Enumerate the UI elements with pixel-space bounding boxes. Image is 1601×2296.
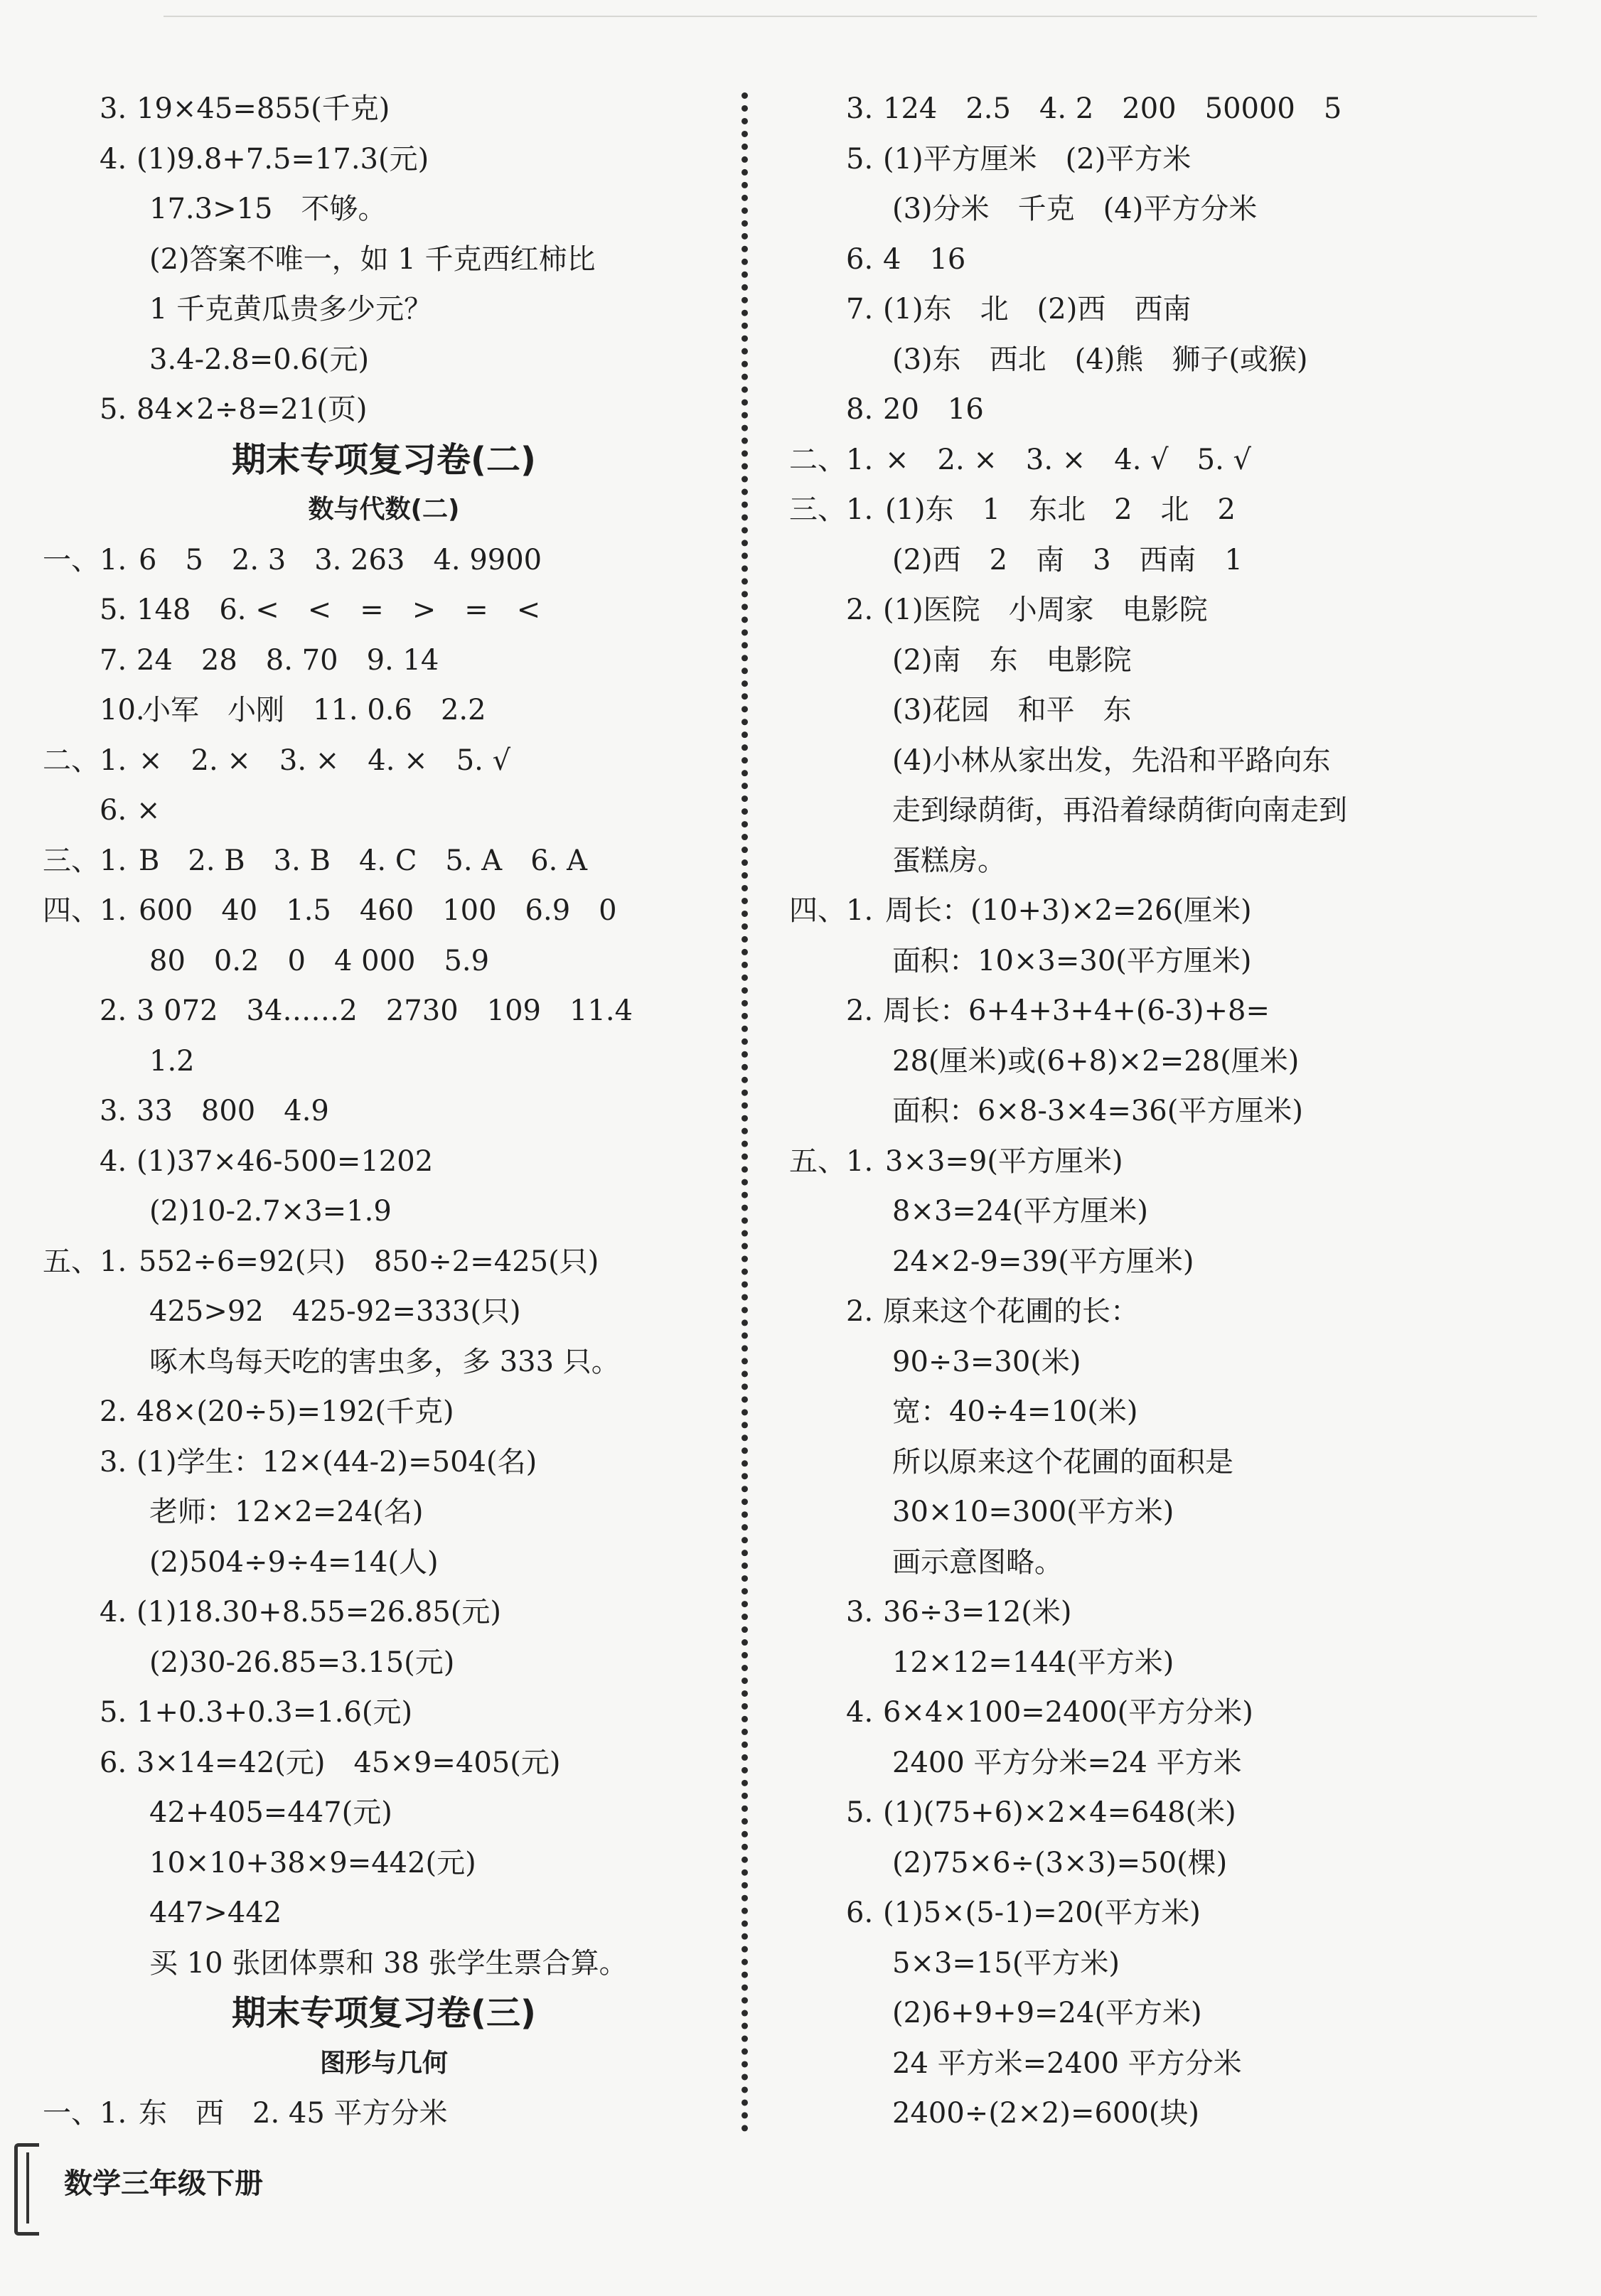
section-heading: 期末专项复习卷(二) <box>232 439 536 480</box>
answer-text: (1)5×(5-1)=20(平方米) <box>883 1897 1201 1929</box>
answer-line <box>43 335 725 385</box>
answer-text: 425>92 425-92=333(只) <box>149 1295 521 1328</box>
answer-line <box>789 1888 1564 1938</box>
answer-line <box>789 1738 1564 1788</box>
answer-text: (1)医院 小周家 电影院 <box>883 594 1208 626</box>
answer-line <box>43 1688 725 1738</box>
answer-line <box>789 986 1564 1036</box>
answer-line <box>43 184 725 235</box>
answer-line <box>789 1387 1564 1437</box>
answer-text: 6 5 2. 3 3. 263 4. 9900 <box>139 543 542 576</box>
answer-line <box>789 585 1564 635</box>
answer-text: 买 10 张团体票和 38 张学生票合算。 <box>149 1946 628 1980</box>
item-number: 二、1. <box>43 744 127 777</box>
answer-text: (1)平方厘米 (2)平方米 <box>883 142 1192 176</box>
answer-text: 552÷6=92(只) 850÷2=425(只) <box>139 1245 599 1278</box>
answer-line <box>789 485 1564 535</box>
answer-text: (4)小林从家出发，先沿和平路向东 <box>892 744 1331 777</box>
answer-line <box>43 836 725 886</box>
answer-line <box>43 2088 725 2139</box>
answer-text: 3×14=42(元) 45×9=405(元) <box>136 1746 561 1779</box>
item-number: 三、1. <box>43 844 127 877</box>
answer-text: 画示意图略。 <box>892 1545 1063 1579</box>
item-number: 4. <box>100 1144 127 1178</box>
section-subheading: 数与代数(二) <box>308 495 460 524</box>
answer-line <box>43 986 725 1036</box>
item-number: 2. <box>100 994 127 1027</box>
item-number: 2. <box>846 994 874 1027</box>
answer-line <box>789 1237 1564 1287</box>
answer-text: 面积：10×3=30(平方厘米) <box>892 944 1252 977</box>
item-number: 5. <box>100 594 127 626</box>
answer-line <box>43 1237 725 1287</box>
answer-line <box>43 1387 725 1437</box>
footer-book-title: 数学三年级下册 <box>64 2167 263 2200</box>
item-number: 2. <box>846 594 874 626</box>
answer-line <box>789 1838 1564 1889</box>
answer-line <box>789 1086 1564 1137</box>
answer-line <box>43 1938 725 1989</box>
answer-line <box>789 1487 1564 1538</box>
answer-text: × 2. × 3. × 4. √ 5. √ <box>885 443 1252 476</box>
answer-text: (2)30-26.85=3.15(元) <box>149 1646 455 1679</box>
answer-line <box>43 1838 725 1889</box>
answer-line <box>43 1538 725 1588</box>
answer-text: 2400 平方分米=24 平方米 <box>892 1746 1242 1779</box>
answer-line <box>43 585 725 635</box>
answer-line <box>43 1487 725 1538</box>
answer-text: (1)9.8+7.5=17.3(元) <box>136 142 429 176</box>
answer-text: (2)10-2.7×3=1.9 <box>149 1195 392 1228</box>
answer-line <box>789 1137 1564 1187</box>
answer-line <box>789 1788 1564 1838</box>
answer-text: B 2. B 3. B 4. C 5. A 6. A <box>139 844 587 877</box>
section-subheading: 图形与几何 <box>319 2048 448 2078</box>
answer-text: (2)75×6÷(3×3)=50(棵) <box>892 1846 1228 1879</box>
answer-text: 20 16 <box>883 393 984 426</box>
answer-text: 1.2 <box>149 1044 195 1078</box>
answer-text: 10×10+38×9=442(元) <box>149 1846 476 1879</box>
answer-text: 36÷3=12(米) <box>883 1596 1072 1629</box>
answer-line <box>43 1437 725 1488</box>
answer-line <box>789 284 1564 335</box>
answer-text: 447>442 <box>149 1897 282 1929</box>
item-number: 3. <box>846 1596 874 1629</box>
answer-text: (1)东 北 (2)西 西南 <box>883 293 1192 326</box>
answer-line <box>43 1738 725 1788</box>
answer-text: 12×12=144(平方米) <box>892 1646 1174 1679</box>
answer-text: 19×45=855(千克) <box>136 92 390 125</box>
answer-text: 48×(20÷5)=192(千克) <box>136 1395 454 1428</box>
section-heading: 期末专项复习卷(三) <box>232 1993 536 2033</box>
answer-text: (2)南 东 电影院 <box>892 643 1132 677</box>
answer-text: 17.3>15 不够。 <box>149 193 387 225</box>
answer-text: 4 16 <box>883 242 966 276</box>
answer-text: 啄木鸟每天吃的害虫多，多 333 只。 <box>149 1345 620 1378</box>
item-number: 3. <box>100 92 127 125</box>
item-number: 7. <box>846 293 874 326</box>
item-number: 4. <box>100 1596 127 1629</box>
item-number: 5. <box>846 1796 874 1829</box>
page-top-rule <box>164 16 1537 17</box>
item-number: 7. <box>100 643 127 677</box>
answer-line <box>43 1587 725 1638</box>
item-number: 二、1. <box>789 443 874 476</box>
answer-line <box>43 1287 725 1337</box>
answer-line <box>43 685 725 736</box>
answer-text: 80 0.2 0 4 000 5.9 <box>149 944 490 977</box>
answer-line <box>43 1888 725 1938</box>
item-number: 6. <box>100 1746 127 1779</box>
answer-line <box>43 84 725 134</box>
answer-line <box>43 736 725 786</box>
answer-text: 小军 小刚 11. 0.6 2.2 <box>142 694 486 726</box>
answer-text: 宽：40÷4=10(米) <box>892 1395 1138 1428</box>
item-number: 五、1. <box>43 1245 127 1278</box>
item-number: 5. <box>100 393 127 426</box>
answer-text: (1)学生：12×(44-2)=504(名) <box>136 1445 537 1479</box>
answer-line <box>789 836 1564 886</box>
answer-text: (3)花园 和平 东 <box>892 694 1132 726</box>
answer-text: 5×3=15(平方米) <box>892 1946 1120 1980</box>
answer-text: 24 28 8. 70 9. 14 <box>136 643 439 677</box>
answer-line <box>789 134 1564 185</box>
item-number: 4. <box>846 1696 874 1729</box>
answer-line <box>789 635 1564 686</box>
answer-text: (2)西 2 南 3 西南 1 <box>892 543 1243 576</box>
answer-text: 30×10=300(平方米) <box>892 1496 1174 1528</box>
column-divider <box>741 92 748 2133</box>
answer-line <box>789 1437 1564 1488</box>
answer-line <box>789 685 1564 736</box>
answer-text: 3 072 34……2 2730 109 11.4 <box>136 994 633 1027</box>
answer-line <box>789 2039 1564 2089</box>
item-number: 三、1. <box>789 493 874 526</box>
answer-text: 周长：(10+3)×2=26(厘米) <box>885 894 1252 927</box>
answer-line <box>789 335 1564 385</box>
answer-text: 24×2-9=39(平方厘米) <box>892 1245 1194 1278</box>
answer-text: 84×2÷8=21(页) <box>136 393 368 426</box>
answer-text: 28(厘米)或(6+8)×2=28(厘米) <box>892 1044 1300 1078</box>
item-number: 一、1. <box>43 543 127 576</box>
answer-text: (1)18.30+8.55=26.85(元) <box>136 1596 501 1629</box>
answer-line <box>43 1137 725 1187</box>
answer-line <box>789 1287 1564 1337</box>
item-number: 一、1. <box>43 2097 127 2130</box>
answer-line <box>789 1688 1564 1738</box>
answer-line <box>43 785 725 836</box>
item-number: 8. <box>846 393 874 426</box>
item-number: 2. <box>100 1395 127 1428</box>
item-number: 五、1. <box>789 1144 874 1178</box>
answer-text: 90÷3=30(米) <box>892 1345 1081 1378</box>
answer-line <box>789 184 1564 235</box>
answer-line <box>43 635 725 686</box>
item-number: 2. <box>846 1295 874 1328</box>
answer-line <box>43 235 725 285</box>
answer-text: (1)(75+6)×2×4=648(米) <box>883 1796 1236 1829</box>
item-number: 6. <box>100 794 127 827</box>
answer-line <box>789 1938 1564 1989</box>
answer-text: 原来这个花圃的长： <box>883 1295 1139 1328</box>
answer-text: 33 800 4.9 <box>136 1095 329 1127</box>
answer-line <box>789 385 1564 435</box>
answer-text: 3.4-2.8=0.6(元) <box>149 343 370 376</box>
answer-line <box>43 1086 725 1137</box>
answer-line <box>43 1036 725 1087</box>
item-number: 10. <box>100 694 145 726</box>
answer-text: (1)东 1 东北 2 北 2 <box>885 493 1236 526</box>
answer-line <box>43 134 725 185</box>
answer-text: 1+0.3+0.3=1.6(元) <box>136 1696 413 1729</box>
answer-text: 走到绿荫街，再沿着绿荫街向南走到 <box>892 794 1347 827</box>
item-number: 3. <box>100 1095 127 1127</box>
answer-text: 所以原来这个花圃的面积是 <box>892 1445 1233 1479</box>
answer-text: 1 千克黄瓜贵多少元？ <box>149 293 433 326</box>
answer-line <box>789 1337 1564 1388</box>
answer-text: (3)东 西北 (4)熊 狮子(或猴) <box>892 343 1308 376</box>
answer-text: 124 2.5 4. 2 200 50000 5 <box>883 92 1342 125</box>
answer-text: (2)504÷9÷4=14(人) <box>149 1545 439 1579</box>
answer-line <box>43 284 725 335</box>
answer-text: × <box>136 794 161 827</box>
item-number: 5. <box>846 142 874 176</box>
item-number: 5. <box>100 1696 127 1729</box>
answer-line <box>789 1036 1564 1087</box>
answer-text: 老师：12×2=24(名) <box>149 1496 424 1528</box>
book-spine-icon <box>14 2143 39 2236</box>
answer-line <box>789 1988 1564 2039</box>
answer-text: (2)6+9+9=24(平方米) <box>892 1997 1202 2029</box>
answer-text: 面积：6×8-3×4=36(平方厘米) <box>892 1095 1303 1127</box>
answer-line <box>789 1638 1564 1688</box>
answer-text: 蛋糕房。 <box>892 844 1006 877</box>
answer-text: 东 西 2. 45 平方分米 <box>139 2097 448 2130</box>
answer-text: (2)答案不唯一，如 1 千克西红柿比 <box>149 242 596 276</box>
answer-text: 8×3=24(平方厘米) <box>892 1195 1149 1228</box>
item-number: 3. <box>100 1445 127 1479</box>
answer-line <box>43 385 725 435</box>
item-number: 3. <box>846 92 874 125</box>
answer-line <box>789 1186 1564 1237</box>
answer-line <box>789 1587 1564 1638</box>
answer-line <box>789 84 1564 134</box>
answer-text: 148 6. < < = > = < <box>136 594 541 626</box>
answer-line <box>789 2088 1564 2139</box>
answer-text: 24 平方米=2400 平方分米 <box>892 2046 1242 2080</box>
answer-line <box>789 886 1564 936</box>
right-answer-column <box>789 84 1564 2139</box>
item-number: 6. <box>846 242 874 276</box>
answer-line <box>789 235 1564 285</box>
answer-text: 42+405=447(元) <box>149 1796 392 1829</box>
answer-line <box>43 1788 725 1838</box>
answer-line <box>789 1538 1564 1588</box>
answer-line <box>789 736 1564 786</box>
item-number: 4. <box>100 142 127 176</box>
answer-line <box>43 1638 725 1688</box>
answer-line <box>43 1337 725 1388</box>
answer-text: 周长：6+4+3+4+(6-3)+8= <box>883 994 1270 1027</box>
item-number: 四、1. <box>43 894 127 927</box>
answer-line <box>789 785 1564 836</box>
answer-line <box>789 435 1564 486</box>
answer-text: 3×3=9(平方厘米) <box>885 1144 1123 1178</box>
item-number: 四、1. <box>789 894 874 927</box>
answer-text: (3)分米 千克 (4)平方分米 <box>892 193 1258 225</box>
answer-text: 2400÷(2×2)=600(块) <box>892 2097 1200 2130</box>
answer-line <box>789 936 1564 987</box>
answer-line <box>43 936 725 987</box>
answer-line <box>43 1186 725 1237</box>
answer-line <box>789 535 1564 586</box>
answer-text: × 2. × 3. × 4. × 5. √ <box>139 744 511 777</box>
answer-line <box>43 535 725 586</box>
answer-line <box>43 886 725 936</box>
answer-text: 6×4×100=2400(平方分米) <box>883 1696 1253 1729</box>
item-number: 6. <box>846 1897 874 1929</box>
answer-text: (1)37×46-500=1202 <box>136 1144 434 1178</box>
answer-text: 600 40 1.5 460 100 6.9 0 <box>139 894 617 927</box>
left-answer-column <box>43 84 725 2139</box>
